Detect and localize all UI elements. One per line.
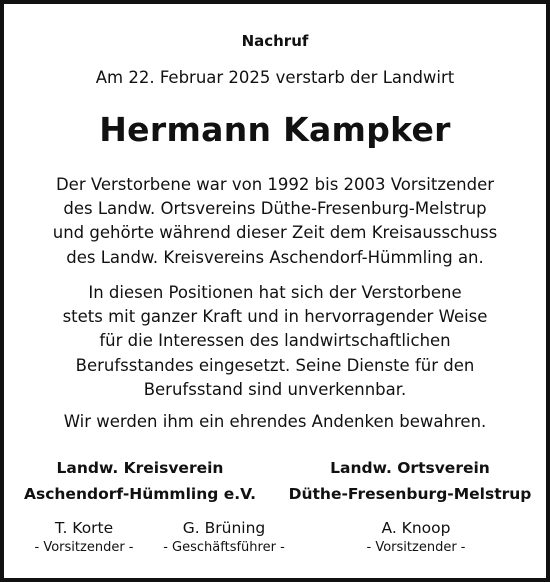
- organization-ortsverein: [274, 455, 546, 507]
- tribute-line: Berufsstand sind unverkennbar.: [143, 379, 407, 399]
- signatory-knoop: [336, 517, 496, 557]
- deceased-name: Hermann Kampker: [99, 110, 451, 149]
- signatory-korte: [4, 517, 164, 557]
- tribute-paragraph: [4, 281, 546, 402]
- notice-intro: Am 22. Februar 2025 verstarb der Landwirt: [95, 68, 455, 87]
- organization-name: Landw. Ortsverein: [330, 459, 490, 477]
- signatory-name: A. Knoop: [381, 519, 451, 537]
- notice-heading: Nachruf: [241, 32, 309, 50]
- tribute-line: für die Interessen des landwirtschaftlichen: [99, 331, 451, 351]
- biography-line: des Landw. Ortsvereins Düthe-Fresenburg-Melstrup: [63, 199, 487, 219]
- signatory-role: - Geschäftsführer -: [163, 540, 285, 555]
- tribute-line: stets mit ganzer Kraft und in hervorragender Weise: [62, 307, 488, 327]
- organization-name: Landw. Kreisverein: [56, 459, 224, 477]
- signatory-name: G. Brüning: [182, 519, 266, 537]
- biography-line: Der Verstorbene war von 1992 bis 2003 Vorsitzender: [55, 175, 495, 194]
- signatory-bruening: [144, 517, 304, 557]
- tribute-line: Berufsstandes eingesetzt. Seine Dienste für den: [75, 355, 475, 375]
- biography-line: und gehörte während dieser Zeit dem Kreisausschuss: [52, 223, 498, 243]
- organization-location: Düthe-Fresenburg-Melstrup: [288, 485, 532, 503]
- tribute-line: In diesen Positionen hat sich der Verstorbene: [88, 283, 462, 302]
- signatory-role: - Vorsitzender -: [366, 540, 466, 555]
- closing-line: Wir werden ihm ein ehrendes Andenken bewahren.: [63, 412, 487, 431]
- organization-location: Aschendorf-Hümmling e.V.: [23, 485, 257, 503]
- signatory-role: - Vorsitzender -: [34, 540, 134, 555]
- signatory-name: T. Korte: [54, 519, 114, 537]
- organization-kreisverein: [4, 455, 276, 507]
- biography-paragraph: [4, 173, 546, 270]
- biography-line: des Landw. Kreisvereins Aschendorf-Hümmling an.: [66, 247, 484, 267]
